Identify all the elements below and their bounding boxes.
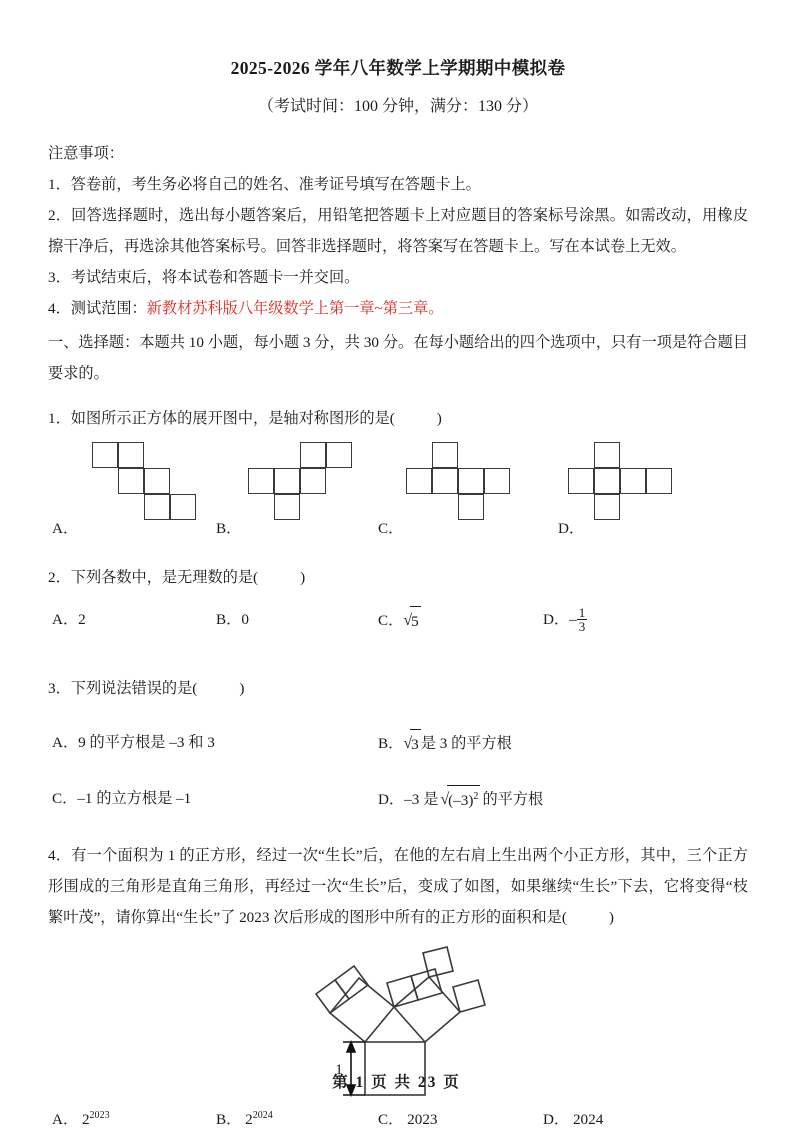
question-4-stem [48, 818, 748, 933]
right-branch-square-l1 [394, 977, 460, 1042]
net-cell [594, 442, 620, 468]
net-cell [144, 494, 170, 520]
question-1-number: 1． [48, 410, 71, 428]
question-1-options [48, 520, 748, 536]
option-4-d-value: 2024 [572, 1111, 604, 1129]
option-2-b[interactable] [216, 605, 249, 635]
option-4-b-base: 2 [245, 1111, 253, 1129]
option-4-b[interactable] [216, 1105, 273, 1135]
option-3-b-tail: 是 3 的平方根 [420, 735, 512, 753]
option-4-a-base: 2 [81, 1111, 90, 1129]
question-4-text: 有一个面积为 1 的正方形，经过一次“生长”后，在他的左右肩上生出两个小正方形，其中，三个正方形围成的三角形是直角三角形，再经过一次“生长”后，变成了如图，如果继续“生长”下去，它将变得“枝繁叶茂”，请你算出“生长”了 2023 次后形成的图形中所有的正方形的面积和是( [48, 847, 749, 927]
page-title: 2025-2026 学年八年数学上学期期中模拟卷 [230, 58, 566, 78]
question-1-stem [48, 389, 748, 434]
net-cell [92, 442, 118, 468]
option-2-a-label: A． [52, 611, 79, 629]
option-1-d[interactable]: D． [558, 520, 585, 538]
notice-item-3: 3．考试结束后，将本试卷和答题卡一并交回。 [48, 269, 360, 287]
question-3-options-row2 [48, 758, 748, 818]
option-3-a-value: 9 的平方根是 –3 和 3 [78, 734, 215, 752]
net-cell [326, 442, 352, 468]
option-3-a[interactable] [52, 728, 215, 758]
option-4-c-value: 2023 [407, 1111, 438, 1129]
notice-item-1: 1．答卷前，考生务必将自己的姓名、准考证号填写在答题卡上。 [48, 176, 481, 194]
net-cell [646, 468, 672, 494]
net-cell [432, 442, 458, 468]
net-cell [568, 468, 594, 494]
question-2-paren-close: ) [300, 569, 306, 587]
option-4-a[interactable] [52, 1105, 110, 1135]
question-3-text: 下列说法错误的是( [70, 680, 198, 698]
option-3-d[interactable] [378, 784, 543, 815]
net-cell [274, 494, 300, 520]
base-side-label: 1 [335, 1062, 343, 1079]
option-1-a[interactable]: A． [52, 520, 79, 538]
right-upper-square-b [453, 980, 485, 1012]
question-2-stem [48, 536, 748, 593]
page-footer: 第 1 页 共 23 页 [332, 1074, 461, 1091]
option-4-a-label: A． [52, 1111, 79, 1129]
sqrt-radicand-base: (–3) [448, 792, 474, 810]
question-1-paren-close: ) [436, 410, 442, 428]
question-1-figures [48, 442, 748, 520]
option-3-b-label: B． [378, 735, 404, 753]
cube-net-option-a [92, 442, 196, 520]
net-cell [170, 494, 196, 520]
section-heading-choice: 一、选择题：本题共 10 小题，每小题 3 分，共 30 分。在每小题给出的四个选项中，只有一项是符合题目要求的。 [48, 334, 748, 383]
sqrt-3-radicand: 3 [410, 729, 421, 760]
sqrt-5-symbol: √5 [403, 605, 420, 636]
net-cell [458, 468, 484, 494]
notice-item-4-label: 4．测试范围： [48, 300, 147, 318]
test-range-text: 新教材苏科版八年级数学上第一章~第三章。 [146, 300, 444, 318]
cube-net-option-d [568, 442, 672, 520]
net-cell [144, 468, 170, 494]
option-4-d[interactable] [543, 1105, 603, 1135]
right-right-square-l2 [411, 969, 442, 1000]
right-upper-square-a [423, 947, 453, 977]
net-cell [248, 468, 274, 494]
page-subtitle: （考试时间：100 分钟，满分：130 分） [257, 98, 538, 115]
option-3-d-tail: 的平方根 [482, 791, 544, 809]
cube-net-option-c [406, 442, 510, 520]
option-4-c-label: C． [378, 1111, 404, 1129]
minus-sign: – [569, 611, 577, 629]
option-2-d[interactable] [543, 605, 587, 635]
question-3-number: 3． [48, 680, 71, 698]
option-1-b[interactable]: B． [216, 520, 242, 538]
net-cell [406, 468, 432, 494]
net-cell [432, 468, 458, 494]
option-2-c[interactable] [378, 605, 421, 636]
sqrt-3-symbol: √3 [403, 728, 420, 759]
option-3-c-value: –1 的立方根是 –1 [77, 790, 192, 808]
question-3-options-row1 [48, 704, 748, 758]
question-1-text: 如图所示正方体的展开图中，是轴对称图形的是( [70, 410, 395, 428]
option-3-a-label: A． [52, 734, 79, 752]
net-cell [620, 468, 646, 494]
sqrt-neg3-squared-symbol: $√(-3)^2$ [440, 784, 480, 815]
net-cell [118, 468, 144, 494]
net-cell [484, 468, 510, 494]
option-3-d-head: –3 是 [404, 791, 439, 809]
option-2-b-value: 0 [241, 611, 249, 629]
question-4-number: 4． [48, 847, 72, 865]
question-4-options [48, 1099, 748, 1135]
left-right-square-l2 [335, 966, 368, 999]
cube-net-option-b [248, 442, 352, 520]
option-4-b-label: B． [216, 1111, 242, 1129]
arrow-head-top [347, 1042, 355, 1052]
option-4-a-exponent: 2023 [89, 1110, 110, 1122]
right-left-square-l2 [387, 976, 418, 1007]
option-2-d-label: D． [543, 611, 570, 629]
option-4-c[interactable] [378, 1105, 438, 1135]
net-cell [300, 468, 326, 494]
net-cell [594, 494, 620, 520]
question-2-options [48, 593, 748, 651]
option-1-c[interactable]: C． [378, 520, 404, 538]
question-2-text: 下列各数中，是无理数的是( [70, 569, 259, 587]
option-2-c-label: C． [378, 612, 404, 630]
net-cell [274, 468, 300, 494]
option-3-c[interactable] [52, 784, 191, 814]
option-3-b[interactable] [378, 728, 512, 759]
page-content [48, 0, 748, 1135]
option-2-b-label: B． [216, 611, 242, 629]
question-4-paren-close: ) [608, 909, 614, 927]
option-4-b-exponent: 2024 [252, 1110, 273, 1122]
net-cell [594, 468, 620, 494]
option-3-c-label: C． [52, 790, 78, 808]
net-cell [300, 442, 326, 468]
net-cell [118, 442, 144, 468]
question-2-number: 2． [48, 569, 71, 587]
notice-item-4 [48, 293, 748, 324]
option-3-d-label: D． [378, 791, 405, 809]
left-branch-square-l1 [330, 978, 394, 1042]
notice-item-2: 2．回答选择题时，选出每小题答案后，用铅笔把答题卡上对应题目的答案标号涂黑。如需改动，用橡皮擦干净后，再选涂其他答案标号。回答非选择题时，将答案写在答题卡上。写在本试卷上无效。 [48, 207, 748, 256]
option-4-d-label: D． [543, 1111, 570, 1129]
fraction-one-third: $\frac{1}{3}$ [578, 604, 586, 635]
net-cell [458, 494, 484, 520]
question-3-stem [48, 651, 748, 704]
question-3-paren-close: ) [239, 680, 245, 698]
option-2-a[interactable] [52, 605, 86, 635]
notice-heading: 注意事项： [48, 145, 124, 163]
option-2-a-value: 2 [78, 611, 86, 629]
sqrt-radicand-exponent: 2 [473, 791, 479, 803]
